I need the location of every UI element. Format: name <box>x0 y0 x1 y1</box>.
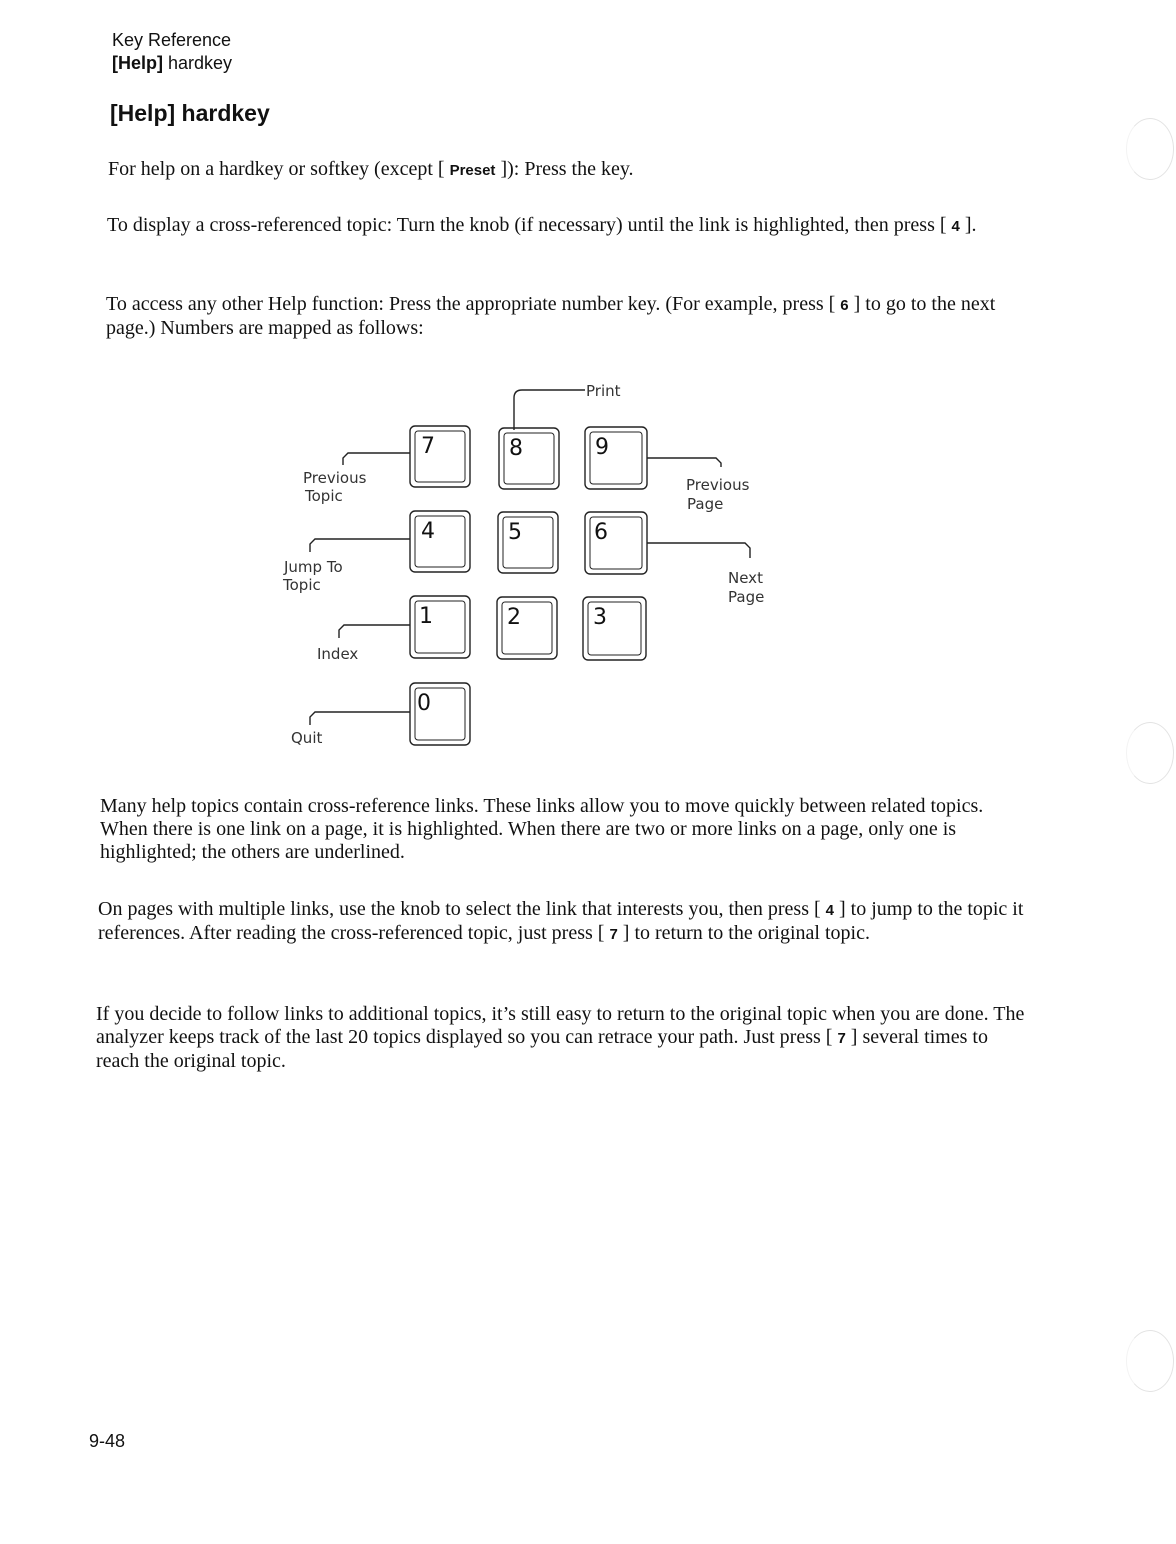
key-3-label: 3 <box>593 605 607 630</box>
help-key-label: [Help] <box>112 53 163 73</box>
key-9-label: 9 <box>595 435 609 460</box>
text-run: To access any other Help function: Press the appropriate number key. (For example, press [ <box>106 293 841 315</box>
key-2 <box>497 597 557 659</box>
binder-hole <box>1126 722 1174 784</box>
label-jump-to-topic-2: Topic <box>283 576 321 594</box>
label-index: Index <box>317 645 359 663</box>
key-4 <box>410 511 470 572</box>
jump-to-topic-leader <box>310 539 410 552</box>
keypad-diagram <box>270 370 790 760</box>
key-preset: Preset <box>449 162 496 179</box>
key-7-label: 7 <box>421 434 435 459</box>
binder-hole <box>1126 118 1174 180</box>
key-5-label: 5 <box>508 520 522 545</box>
key-6-label: 6 <box>594 520 608 545</box>
label-previous-topic-1: Previous <box>303 469 367 487</box>
label-next-page-1: Next <box>728 569 763 587</box>
print-leader <box>514 390 585 430</box>
text-run: ] several times to reach the original topic. <box>96 1026 988 1072</box>
key-8-label: 8 <box>509 436 523 461</box>
page-number: 9-48 <box>89 1431 126 1451</box>
text-run: ] to go to the next page.) Numbers are mapped as follows: <box>106 293 996 339</box>
label-next-page-2: Page <box>728 588 765 606</box>
running-header-line1: Key Reference <box>112 30 232 50</box>
text-run: ] to jump to the topic it references. After reading the cross-referenced topic, just press [ <box>98 898 1024 944</box>
key-4: 4 <box>825 902 834 919</box>
key-8 <box>499 428 559 489</box>
text-run: On pages with multiple links, use the knob to select the link that interests you, then press [ <box>98 898 826 920</box>
label-quit: Quit <box>291 729 323 747</box>
paragraph-links-overview: Many help topics contain cross-reference links. These links allow you to move quickly between related topics. When there is one link on a page, it is highlighted. When there are two or more links on a page, only one is highlighted; the others are underlined. <box>100 795 984 863</box>
paragraph-other-functions <box>106 293 1036 340</box>
label-previous-page-2: Page <box>687 495 724 513</box>
key-7 <box>410 426 470 487</box>
key-1-label: 1 <box>419 604 433 629</box>
label-jump-to-topic-1: Jump To <box>284 558 343 576</box>
running-header-line2 <box>112 52 232 74</box>
key-0-label: 0 <box>417 691 431 716</box>
text-run: For help on a hardkey or softkey (except [ <box>108 158 450 180</box>
key-7: 7 <box>837 1030 846 1047</box>
binder-hole <box>1126 1330 1174 1392</box>
text-run: ]): Press the key. <box>495 158 634 180</box>
next-page-leader <box>647 543 750 558</box>
paragraph-cross-reference <box>107 214 1037 238</box>
text-run: To display a cross-referenced topic: Turn the knob (if necessary) until the link is highlighted, then press [ <box>107 214 952 236</box>
paragraph-help-on-key <box>108 158 1038 182</box>
key-4-label: 4 <box>421 519 435 544</box>
label-previous-topic-2: Topic <box>305 487 343 505</box>
quit-leader <box>310 712 410 725</box>
key-4: 4 <box>951 218 960 235</box>
text-run: ] to return to the original topic. <box>617 922 870 944</box>
paragraph-topic-history <box>96 1003 1026 1073</box>
previous-topic-leader <box>343 453 410 465</box>
index-leader <box>339 625 410 638</box>
text-run: If you decide to follow links to additional topics, it’s still easy to return to the original topic when you are done. The analyzer keeps track of the last 20 topics displayed so you can retrace your path. Just press [ <box>96 1003 1025 1048</box>
label-previous-page-1: Previous <box>686 476 750 494</box>
label-print: Print <box>586 382 621 400</box>
key-2-label: 2 <box>507 605 521 630</box>
text-run: ]. <box>959 214 977 236</box>
key-5 <box>498 512 558 573</box>
running-header-rest: hardkey <box>163 53 233 73</box>
section-title: [Help] hardkey <box>110 100 270 126</box>
paragraph-multiple-links <box>98 898 1028 946</box>
key-6: 6 <box>840 297 849 314</box>
key-7: 7 <box>609 926 618 943</box>
previous-page-leader <box>647 458 721 467</box>
